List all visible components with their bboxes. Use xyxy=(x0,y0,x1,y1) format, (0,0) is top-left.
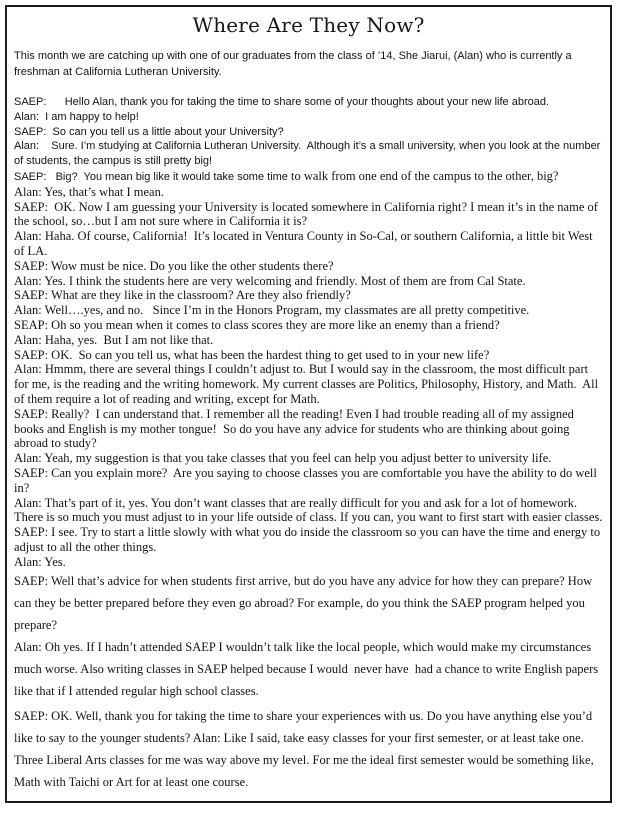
dialogue-line-alan: Alan: Well….yes, and no. Since I’m in the Honors Program, my classmates are all pretty competitive. xyxy=(14,303,530,318)
dialogue-line-saep: SAEP: Wow must be nice. Do you like the other students there? xyxy=(14,258,334,273)
dialogue-line-alan: Alan: Haha, yes. But I am not like that. xyxy=(14,332,214,347)
dialogue-line-alan: Alan: Oh yes. If I hadn’t attended SAEP I wouldn’t talk like the local people, which would make my circumstances much worse. Also writing classes in SAEP helped because I would never have had a chance to write English papers like that if I attended regular high school classes. xyxy=(14,639,602,698)
dialogue-line-saep: SAEP: Hello Alan, thank you for taking the time to share some of your thoughts about your new life abroad. xyxy=(14,96,550,108)
dialogue-line-seap: SEAP: Oh so you mean when it comes to class scores they are more like an enemy than a friend? xyxy=(14,317,500,332)
dialogue-line-saep: SAEP: OK. Well, thank you for taking the time to share your experiences with us. Do you have anything else you’d like to say to the younger students? Alan: Like I said, take easy classes for your first semester, or at least take one. Three Liberal Arts classes for me was way above my level. For me the ideal first semester would be something like, Math with Taichi or Art for at least one course. xyxy=(14,708,597,789)
dialogue-line-alan: Alan: I am happy to help! xyxy=(14,110,139,123)
dialogue-line-saep: SAEP: So can you tell us a little about your University? xyxy=(14,125,284,138)
dialogue-line-saep: SAEP: OK. Now I am guessing your University is located somewhere in California right? I mean it’s in the name of the school, so…but I am not sure where in California it is? xyxy=(14,199,602,229)
dialogue-line-saep xyxy=(14,169,603,185)
dialogue-line-saep: SAEP: Well that’s advice for when students first arrive, but do you have any advice for how they can prepare? How can they be better prepared before they even go abroad? For example, do you think the SAEP program helped you prepare? xyxy=(14,573,596,632)
dialogue-line-alan: Alan: Hmmm, there are several things I couldn’t adjust to. But I would say in the classroom, the most difficult part for me, is the reading and the writing homework. My current classes are Politics, Philosophy, History, and Math. All of them require a lot of reading and writing, except for Math. xyxy=(14,362,602,406)
dialogue-line-saep: SAEP: What are they like in the classroom? Are they also friendly? xyxy=(14,288,351,303)
dialogue-line-alan: Alan: Haha. Of course, California! It’s located in Ventura County in So-Cal, or southern California, a little bit West of LA. xyxy=(14,229,596,258)
dialogue-line-alan: Alan: Yes. xyxy=(14,554,66,569)
document-page xyxy=(5,5,612,803)
dialogue-line-saep: SAEP: Can you explain more? Are you saying to choose classes you are comfortable you have the ability to do well in? xyxy=(14,465,600,495)
dialogue-line-part-sans: SAEP: Big? You mean big like it would take some time xyxy=(14,170,291,183)
dialogue-line-alan: Alan: Yes. I think the students here are very welcoming and friendly. Most of them are from Cal State. xyxy=(14,273,526,288)
dialogue-line-alan: Alan: Yeah, my suggestion is that you take classes that you feel can help you adjust better to university life. xyxy=(14,451,552,466)
dialogue-line-alan: Alan: That’s part of it, yes. You don’t want classes that are really difficult for you and ask for a lot of homework. There is so much you must adjust to in your life outside of class. If you can, you want to first start with easier classes. xyxy=(14,495,603,525)
dialogue-line-part-serif: to walk from one end of the campus to the other, big? xyxy=(290,168,559,183)
page-title: Where Are They Now? xyxy=(192,13,425,37)
dialogue-line-saep: SAEP: OK. So can you tell us, what has been the hardest thing to get used to in your new life? xyxy=(14,347,490,362)
dialogue-line-alan: Alan: Sure. I’m studying at California Lutheran University. Although it’s a small university, when you look at the number of students, the campus is still pretty big! xyxy=(14,140,604,168)
dialogue-line-saep: SAEP: I see. Try to start a little slowly with what you do inside the classroom so you can have the time and energy to adjust to all the other things. xyxy=(14,525,604,554)
interview-transcript xyxy=(14,95,603,793)
dialogue-line-saep: SAEP: Really? I can understand that. I remember all the reading! Even I had trouble reading all of my assigned books and English is my mother tongue! So do you have any advice for students who are thinking about going abroad to study? xyxy=(14,406,578,451)
intro-paragraph: This month we are catching up with one of our graduates from the class of ’14, She Jiarui, (Alan) who is currently a freshman at California Lutheran University. xyxy=(14,50,575,78)
dialogue-line-alan: Alan: Yes, that’s what I mean. xyxy=(14,184,164,199)
